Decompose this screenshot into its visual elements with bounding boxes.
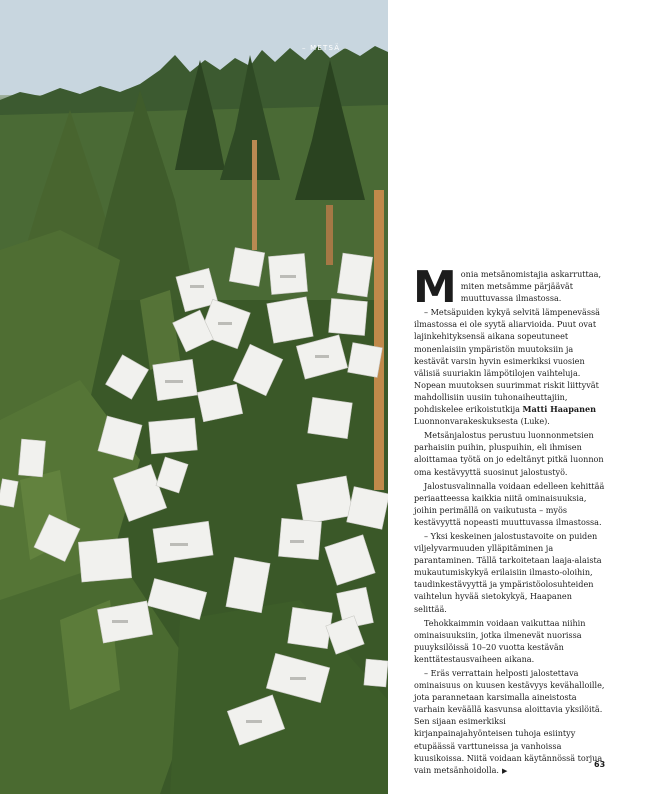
paragraph [414, 667, 606, 777]
section-label: – METSÄ – [302, 44, 349, 52]
paragraph: Tehokkaimmin voidaan vaikuttaa niihin ominaisuuksiin, jotka ilmenevät nuorissa puuyksilöissä 10–20 vuotta kestävän kenttätestausvaiheen aikana. [414, 617, 586, 664]
paragraph [414, 306, 606, 427]
page-number: 63 [594, 760, 606, 769]
article-intro [413, 262, 606, 313]
paragraph: Metsänjalostus perustuu luonnonmetsien parhaisiin puihin, pluspuihin, eli ihmisen aloittamaa työtä on jo edeltänyt pitkä luonnon oma kestävyyttä suosinut jalostustyö. [414, 430, 604, 477]
drop-cap: M [413, 262, 457, 313]
paragraph: Jalostusvalinnalla voidaan edelleen kehittää periaatteessa kaikkia niitä ominaisuuksia, joihin perimällä on vaikutusta – myös kestävyyttä nopeasti muuttuvassa ilmastossa. [414, 480, 605, 527]
paragraph-text: – Eräs verrattain helposti jalostettava ominaisuus on kuusen kestävyys kevähalloille, jota parannetaan karsimalla aineistosta varhain keväällä kasvunsa aloittavia yksilöitä. Sen sijaan esimerkiksi kirjanpainajahyönteisen tuhoja esiintyy etupäässä varttuneissa ja vanhoissa kuusikoissa. Niitä voidaan käytännössä torjua vain metsänhoidolla. [414, 668, 605, 775]
expert-name: Matti Haapanen [522, 404, 597, 415]
paragraph: – Yksi keskeinen jalostustavoite on puiden viljelyvarmuuden ylläpitäminen ja parantaminen. Tällä tarkoitetaan laaja-alaista mukautumiskykyä erilaisiin ilmasto-oloihin, taudinkestävyyttä ja ympäristöolosuhteiden vaihtelun hyvää sietokykyä, Haapanen selittää. [414, 530, 602, 614]
paragraph-text: – Metsäpuiden kykyä selvitä lämpenevässä ilmastossa ei ole syytä aliarvioida. Puut ovat lajinkehityksensä aikana sopeutuneet monenlaisiin ympäristön muutoksiin ja kestävät varsin hyvin esimerkiksi vuosien välisiä suuriakin lämpötilojen vaihteluja. Nopean muutoksen suurimmat riskit liittyvät mahdollisiin uusiin tuhonaiheuttajiin, pohdiskelee erikoistutkija [414, 307, 600, 415]
article-body [413, 262, 606, 779]
intro-text: onia metsänomistajia askarruttaa, miten metsämme pärjäävät muuttuvassa ilmastossa. [460, 269, 602, 304]
paragraph-text: Luonnonvarakeskuksesta (Luke). [414, 416, 550, 427]
end-mark-icon: ▶ [501, 766, 508, 775]
